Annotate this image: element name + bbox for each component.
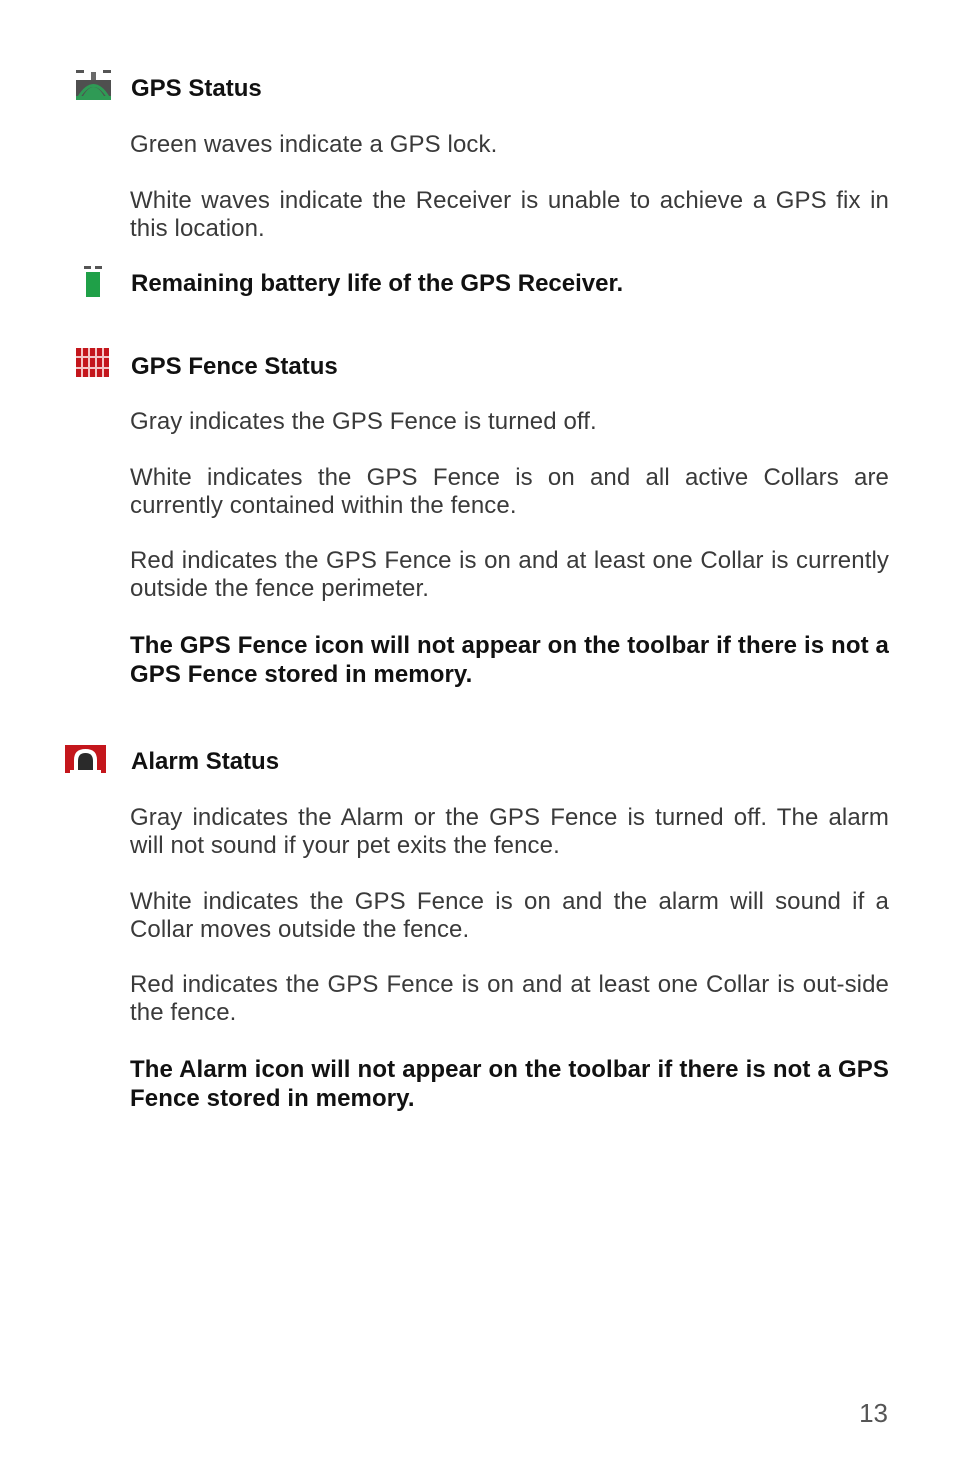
alarm-status-heading: Alarm Status	[131, 748, 280, 775]
fence-status-paragraph-2: White indicates the GPS Fence is on and all active Collars are currently contained within the fence.	[130, 464, 889, 519]
page-number: 13	[859, 1398, 888, 1428]
fence-icon	[76, 348, 109, 377]
alarm-status-paragraph-3: Red indicates the GPS Fence is on and at least one Collar is out-side the fence.	[130, 971, 889, 1026]
fence-status-paragraph-1: Gray indicates the GPS Fence is turned off.	[130, 408, 597, 435]
gps-status-heading: GPS Status	[131, 75, 262, 102]
alarm-status-note: The Alarm icon will not appear on the toolbar if there is not a GPS Fence stored in memory.	[130, 1056, 889, 1112]
gps-status-paragraph-2: White waves indicate the Receiver is unable to achieve a GPS fix in this location.	[130, 187, 889, 242]
alarm-status-paragraph-2: White indicates the GPS Fence is on and the alarm will sound if a Collar moves outside the fence.	[130, 888, 889, 943]
gps-waves-icon	[76, 70, 111, 100]
fence-status-heading: GPS Fence Status	[131, 353, 338, 380]
alarm-bell-icon	[65, 745, 106, 773]
alarm-status-paragraph-1: Gray indicates the Alarm or the GPS Fence is turned off. The alarm will not sound if your pet exits the fence.	[130, 804, 889, 859]
battery-heading: Remaining battery life of the GPS Receiver.	[131, 270, 624, 297]
gps-status-paragraph-1: Green waves indicate a GPS lock.	[130, 131, 498, 158]
battery-icon	[84, 266, 102, 297]
fence-status-paragraph-3: Red indicates the GPS Fence is on and at least one Collar is currently outside the fence perimeter.	[130, 547, 889, 602]
fence-status-note: The GPS Fence icon will not appear on the toolbar if there is not a GPS Fence stored in memory.	[130, 632, 889, 688]
